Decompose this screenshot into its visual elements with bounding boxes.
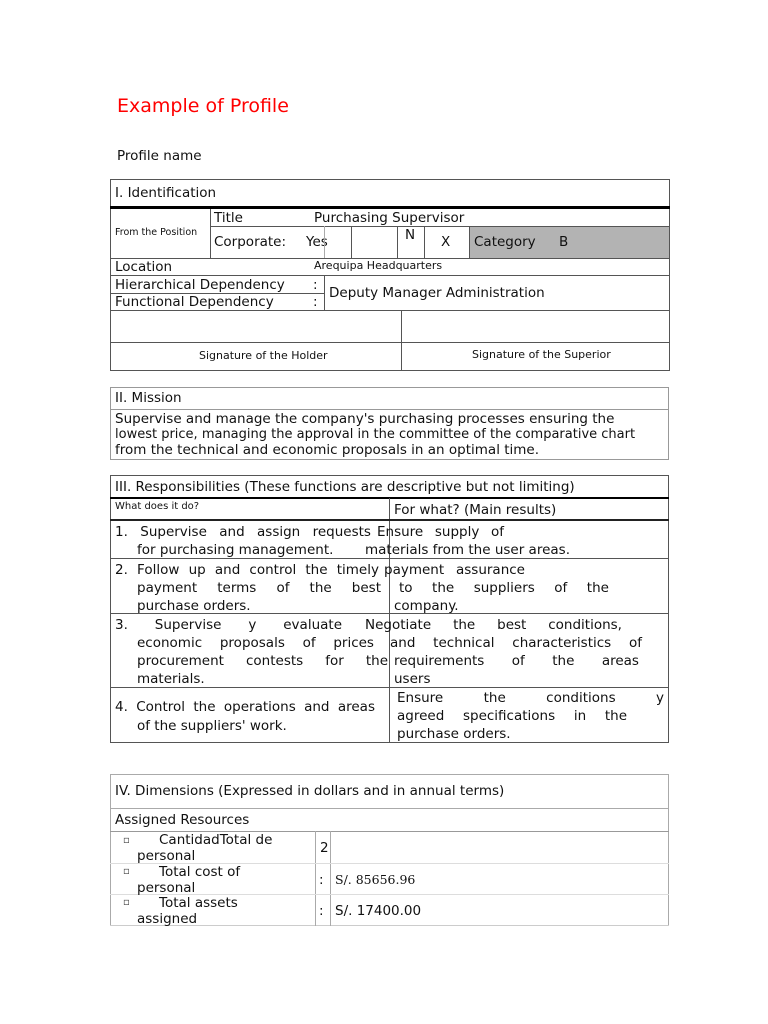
- resp-line: purchase orders.: [137, 598, 251, 614]
- resp-line: materials.: [137, 671, 205, 687]
- signature-superior: Signature of the Superior: [472, 348, 611, 361]
- resource-label: CantidadTotal de: [159, 832, 273, 848]
- resp-line: Ensure the conditions y: [397, 690, 664, 706]
- corporate-x: X: [441, 234, 451, 250]
- resp-line: 4. Control the operations and areas: [115, 699, 375, 715]
- resp-line: company.: [394, 598, 459, 614]
- resp-line: procurement contests for the: [137, 653, 388, 669]
- resource-value: 2: [320, 840, 329, 856]
- dependency-value: Deputy Manager Administration: [329, 285, 545, 301]
- bullet-square-icon: ▫: [123, 835, 130, 846]
- corporate-n: N: [405, 227, 416, 243]
- corporate-label: Corporate:: [214, 234, 287, 250]
- title-value: Purchasing Supervisor: [314, 210, 465, 226]
- resp-line: 1. Supervise and assign requests: [115, 524, 371, 540]
- resource-label: personal: [137, 880, 196, 896]
- resource-value: S/. 85656.96: [335, 872, 416, 887]
- resource-label: personal: [137, 848, 196, 864]
- resp-line: Ensure supply of: [377, 524, 504, 540]
- col-what-header: What does it do?: [115, 501, 200, 512]
- responsibilities-header: III. Responsibilities (These functions are descriptive but not limiting): [115, 479, 575, 495]
- corporate-yes: Yes: [306, 234, 328, 250]
- resp-line: users: [394, 671, 431, 687]
- resource-colon: :: [319, 903, 324, 919]
- resource-colon: :: [319, 872, 324, 888]
- functional-colon: :: [313, 294, 318, 310]
- location-label: Location: [115, 259, 173, 275]
- resource-label: Total cost of: [159, 864, 241, 880]
- category-value: B: [559, 234, 569, 250]
- resp-line: 2. Follow up and control the timely: [115, 562, 379, 578]
- resp-line: to the suppliers of the: [399, 580, 609, 596]
- signature-holder: Signature of the Holder: [199, 349, 328, 362]
- mission-header: II. Mission: [115, 390, 182, 406]
- resp-line: economic proposals of prices: [137, 635, 374, 651]
- resp-line: payment assurance: [384, 562, 525, 578]
- resp-line: requirements of the areas: [394, 653, 639, 669]
- resp-line: materials from the user areas.: [365, 542, 570, 558]
- mission-line: from the technical and economic proposals in an optimal time.: [115, 442, 540, 458]
- hierarchical-colon: :: [313, 277, 318, 293]
- resource-label: Total assets: [159, 895, 238, 911]
- resp-line: purchase orders.: [397, 726, 511, 742]
- resp-line: agreed specifications in the: [397, 708, 627, 724]
- functional-dependency-label: Functional Dependency: [115, 294, 274, 310]
- mission-line: lowest price, managing the approval in the committee of the comparative chart: [115, 427, 636, 442]
- col-forwhat-header: For what? (Main results): [394, 502, 557, 518]
- resp-line: payment terms of the best: [137, 580, 381, 596]
- category-label: Category: [474, 234, 536, 250]
- hierarchical-dependency-label: Hierarchical Dependency: [115, 277, 285, 293]
- resp-line: 3. Supervise y evaluate: [115, 617, 342, 633]
- resp-line: and technical characteristics of: [390, 635, 642, 651]
- location-value: Arequipa Headquarters: [314, 259, 443, 272]
- mission-line: Supervise and manage the company's purchasing processes ensuring the: [115, 411, 615, 427]
- assigned-resources-label: Assigned Resources: [115, 812, 250, 828]
- resource-value: S/. 17400.00: [335, 903, 422, 919]
- title-label: Title: [214, 210, 243, 226]
- bullet-square-icon: ▫: [123, 866, 130, 877]
- from-position-label: From the Position: [115, 227, 198, 238]
- identification-header: I. Identification: [115, 185, 217, 201]
- page-title: Example of Profile: [117, 95, 289, 117]
- profile-name-label: Profile name: [117, 148, 202, 164]
- bullet-square-icon: ▫: [123, 897, 130, 908]
- resp-line: for purchasing management.: [137, 542, 334, 558]
- resp-line: of the suppliers' work.: [137, 718, 287, 734]
- dimensions-header: IV. Dimensions (Expressed in dollars and in annual terms): [115, 783, 505, 799]
- resource-label: assigned: [137, 911, 198, 927]
- resp-line: Negotiate the best conditions,: [365, 617, 622, 633]
